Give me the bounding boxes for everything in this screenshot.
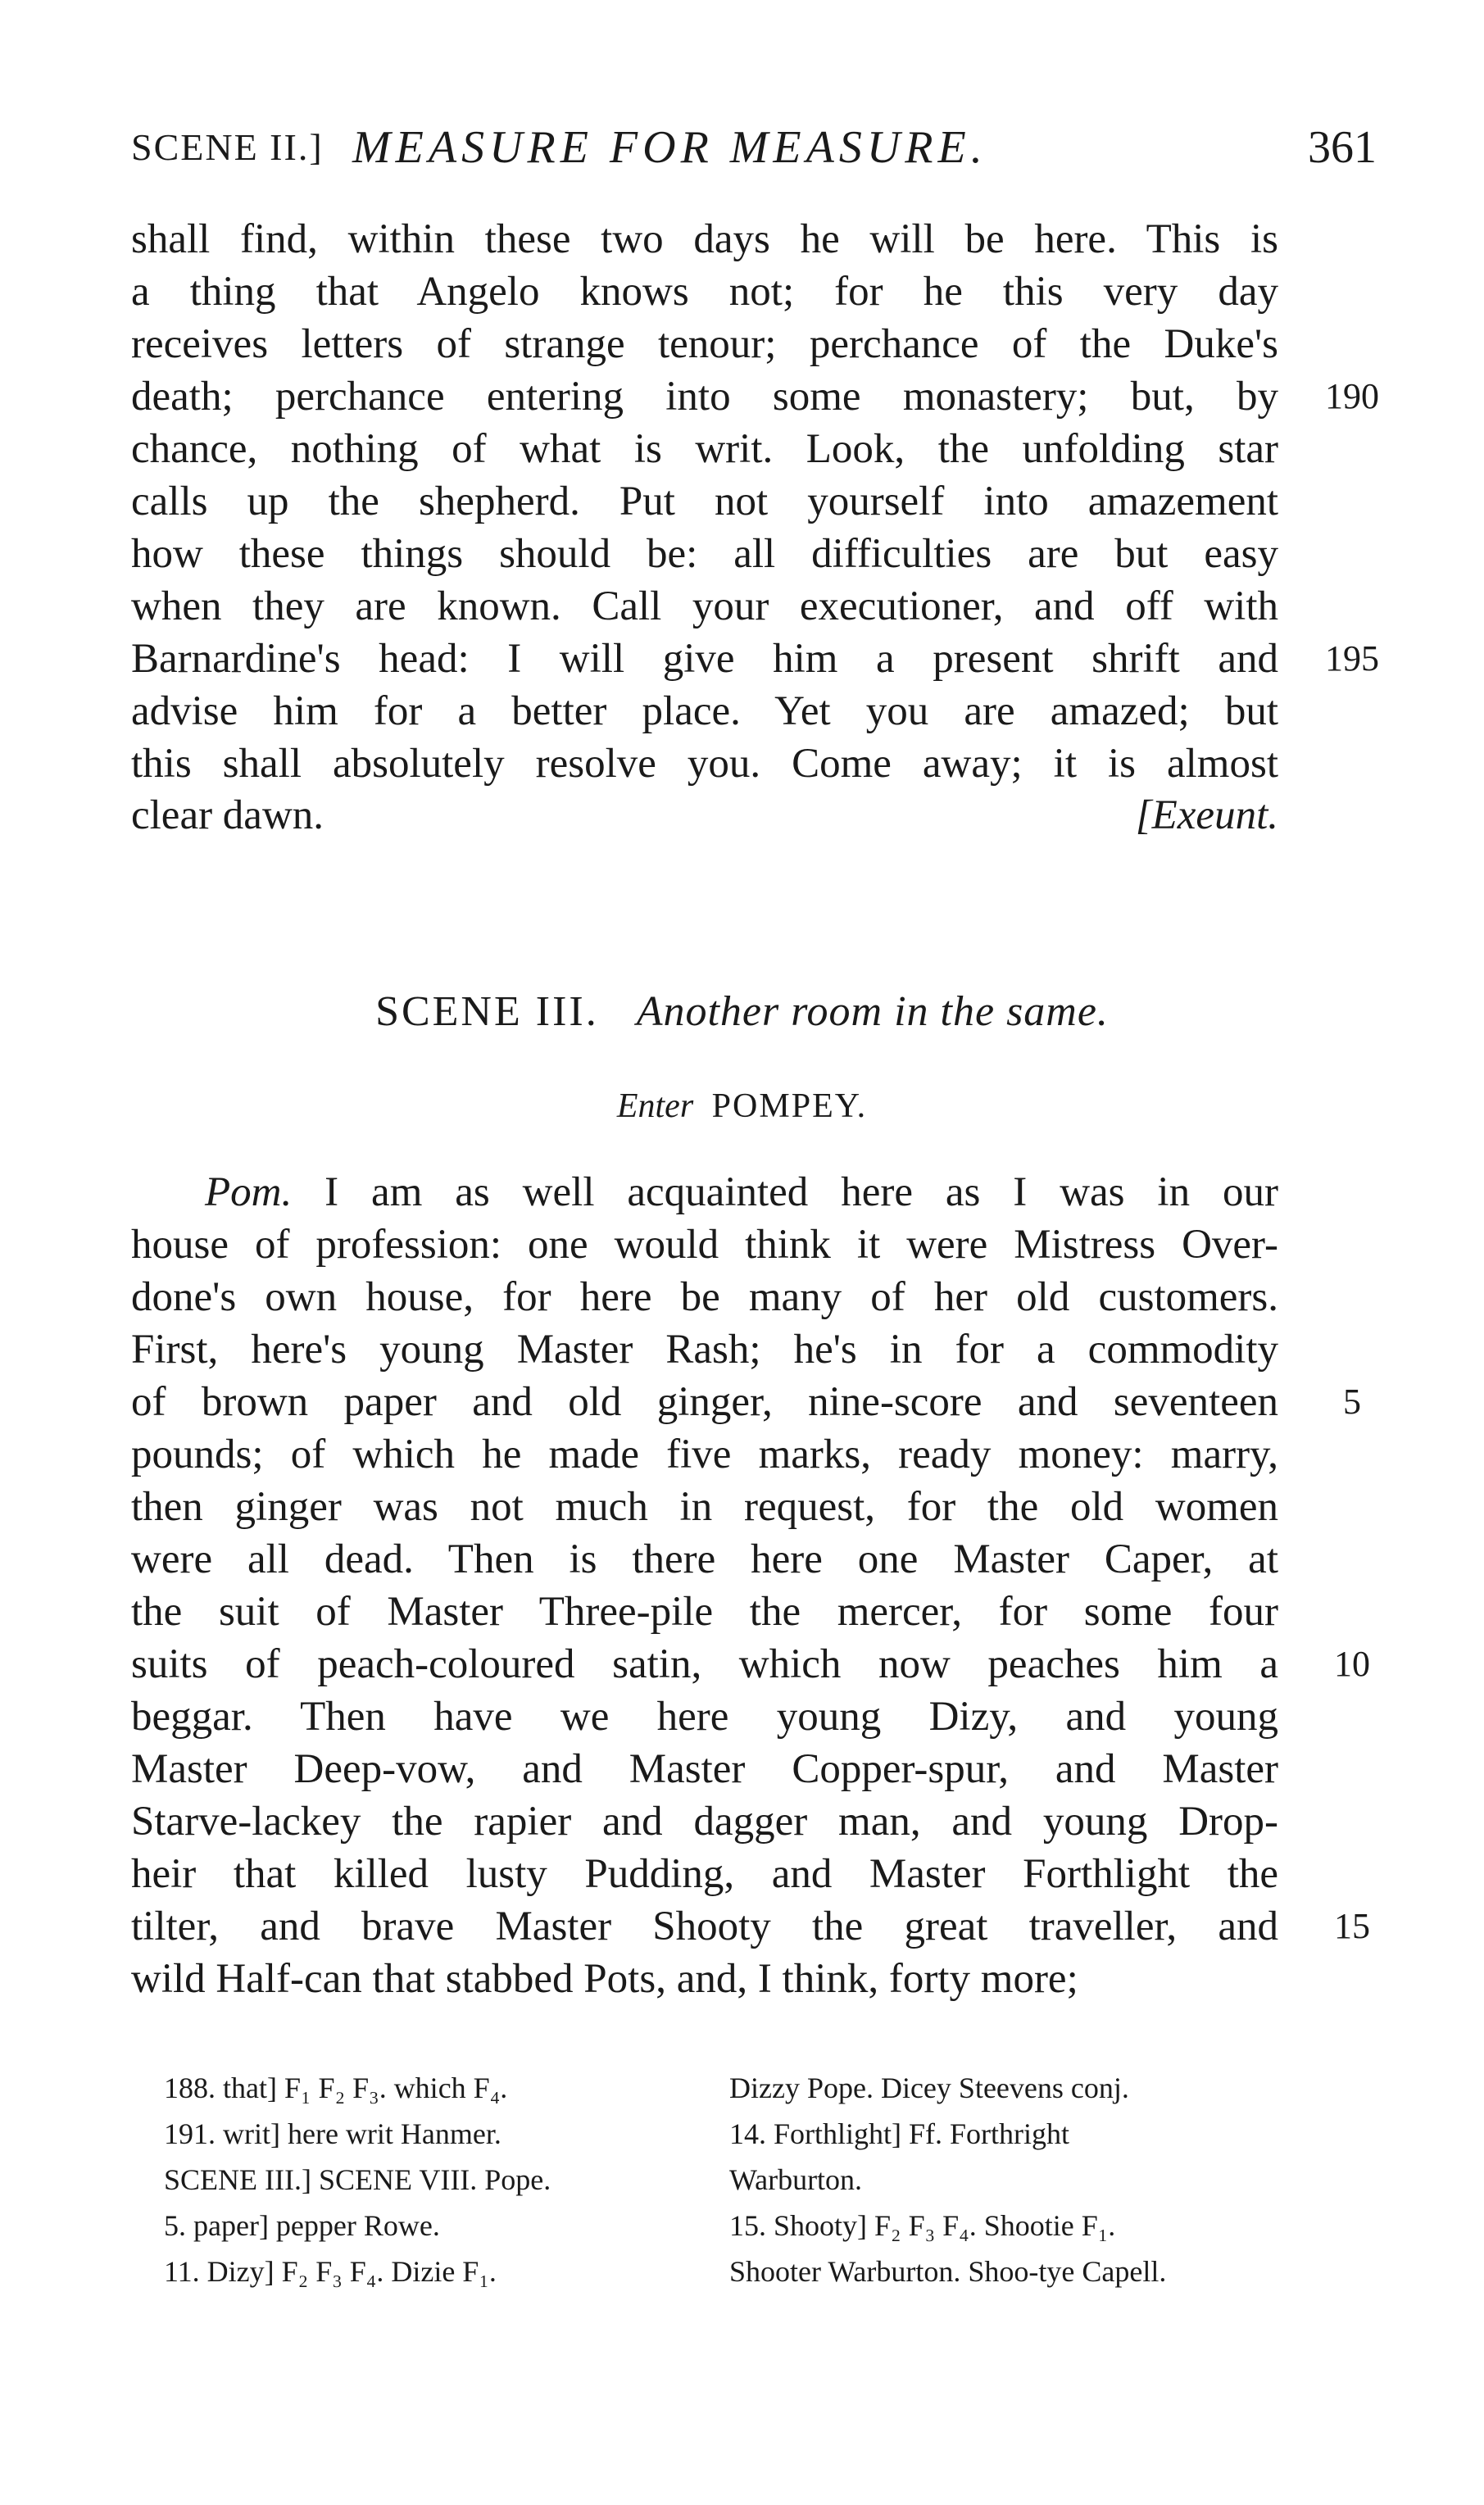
text-line: chance, nothing of what is writ. Look, the unfolding star <box>131 426 1278 472</box>
text-line: beggar. Then have we here young Dizy, and young <box>131 1694 1278 1740</box>
text-line: advise him for a better place. Yet you are amazed; but <box>131 688 1278 734</box>
footnote: 191. writ] here writ Hanmer. <box>164 2117 501 2150</box>
stage-exit: [Exeunt. <box>1135 792 1278 838</box>
text-line: Barnardine's head: I will give him a present shrift and <box>131 636 1278 682</box>
line-number: 15 <box>1334 1906 1370 1946</box>
footnote: Shooter Warburton. Shoo-tye Capell. <box>729 2255 1167 2288</box>
scene-heading <box>0 983 1484 1041</box>
text-line: Master Deep-vow, and Master Copper-spur, and Master <box>131 1746 1278 1792</box>
text-line: calls up the shepherd. Put not yourself into amazement <box>131 479 1278 524</box>
footnotes <box>0 2065 1484 2294</box>
page-number: 361 <box>1308 122 1377 173</box>
text-line: when they are known. Call your executioner, and off with <box>131 583 1278 629</box>
text-line: Starve-lackey the rapier and dagger man, and young Drop- <box>131 1799 1278 1845</box>
speech-first-line <box>131 1166 1278 1218</box>
text-line: pounds; of which he made five marks, ready money: marry, <box>131 1432 1278 1477</box>
text-line: were all dead. Then is there here one Master Caper, at <box>131 1536 1278 1582</box>
text-line: of brown paper and old ginger, nine-score and seventeen <box>131 1379 1278 1425</box>
footnote: 188. that] F₁ F₂ F₃. which F₄. <box>164 2072 508 2104</box>
footnotes-left-column <box>164 2065 705 2294</box>
speaker-name: Pom. <box>205 1169 293 1215</box>
speech-text: I am as well acquainted here as I was in our <box>324 1169 1278 1215</box>
footnotes-right-column <box>729 2065 1303 2294</box>
running-head <box>131 115 1377 180</box>
scene-heading-label: SCENE III. <box>375 988 599 1035</box>
text-line: First, here's young Master Rash; he's in for a commodity <box>131 1327 1278 1373</box>
footnote: Warburton. <box>729 2163 863 2196</box>
text-line: house of profession: one would think it were Mistress Over- <box>131 1222 1278 1268</box>
text-line: receives letters of strange tenour; perchance of the Duke's <box>131 321 1278 367</box>
text-line: clear dawn. <box>131 792 324 838</box>
stage-direction-character: POMPEY. <box>711 1087 868 1125</box>
footnote: 14. Forthlight] Ff. Forthright <box>729 2117 1070 2150</box>
footnote: SCENE III.] SCENE VIII. Pope. <box>164 2163 551 2196</box>
line-number: 190 <box>1325 376 1379 416</box>
text-line: death; perchance entering into some monastery; but, by <box>131 374 1278 420</box>
footnote: 15. Shooty] F₂ F₃ F₄. Shootie F₁. <box>729 2209 1116 2242</box>
line-number: 5 <box>1343 1382 1361 1422</box>
stage-direction-enter: Enter <box>616 1087 694 1125</box>
footnote: 11. Dizy] F₂ F₃ F₄. Dizie F₁. <box>164 2255 497 2288</box>
line-number: 195 <box>1325 638 1379 678</box>
footnote: 5. paper] pepper Rowe. <box>164 2209 440 2242</box>
footnote: Dizzy Pope. Dicey Steevens conj. <box>729 2072 1129 2104</box>
text-line: this shall absolutely resolve you. Come away; it is almost <box>131 741 1278 787</box>
text-line: then ginger was not much in request, for the old women <box>131 1484 1278 1530</box>
text-line: tilter, and brave Master Shooty the great traveller, and <box>131 1904 1278 1949</box>
stage-direction <box>0 1082 1484 1131</box>
text-line: suits of peach-coloured satin, which now peaches him a <box>131 1641 1278 1687</box>
scene-heading-description: Another room in the same. <box>636 988 1109 1035</box>
running-head-title: MEASURE FOR MEASURE. <box>352 122 987 173</box>
text-line: wild Half-can that stabbed Pots, and, I think, forty more; <box>131 1956 1078 2002</box>
running-head-scene: SCENE II.] <box>131 126 324 168</box>
text-line: heir that killed lusty Pudding, and Master Forthlight the <box>131 1851 1278 1897</box>
text-line: the suit of Master Three-pile the mercer, for some four <box>131 1589 1278 1635</box>
text-line: shall find, within these two days he will be here. This is <box>131 216 1278 262</box>
text-line: a thing that Angelo knows not; for he this very day <box>131 269 1278 315</box>
text-line: done's own house, for here be many of her old customers. <box>131 1274 1278 1320</box>
line-number: 10 <box>1334 1644 1370 1684</box>
text-line: how these things should be: all difficulties are but easy <box>131 531 1278 577</box>
